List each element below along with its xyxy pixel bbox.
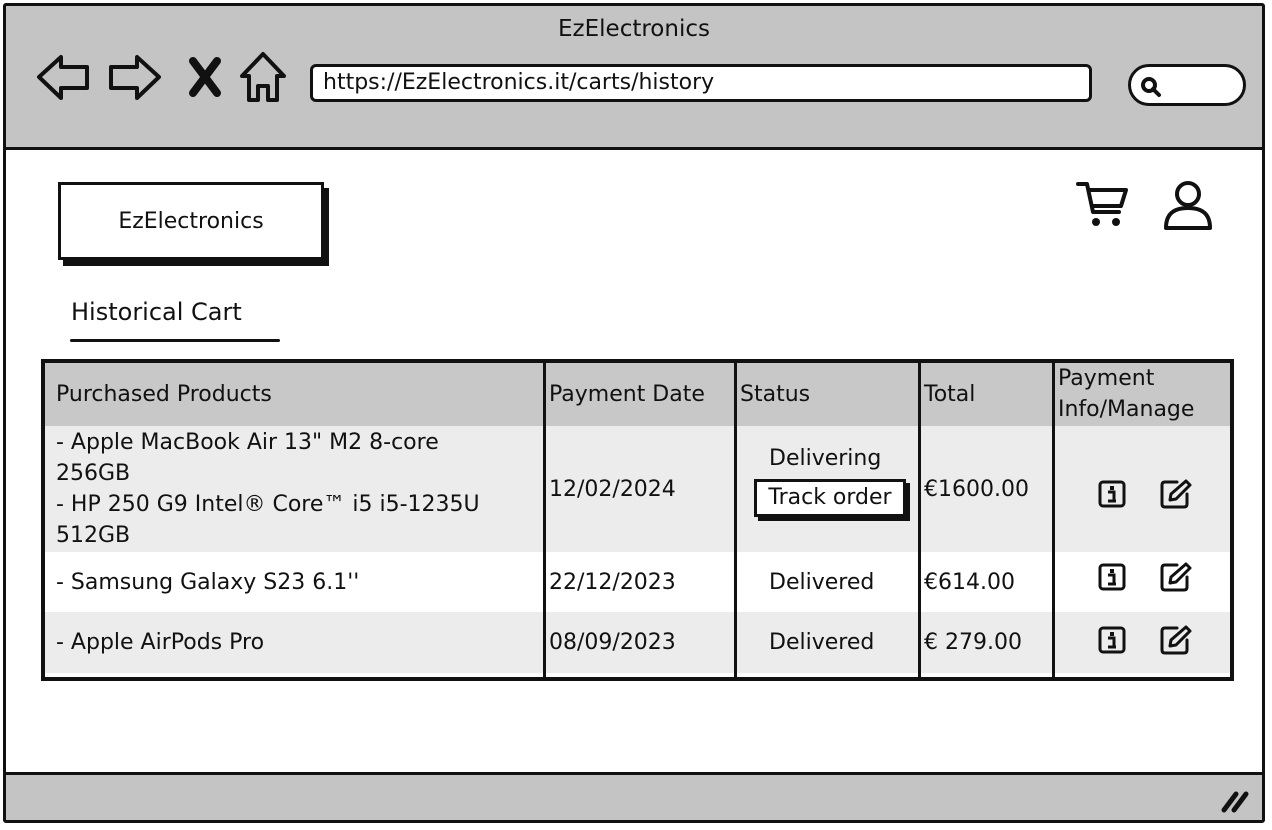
column-divider <box>1052 363 1055 677</box>
cart-button[interactable] <box>1074 178 1130 236</box>
home-icon <box>238 50 288 104</box>
payment-info-button[interactable] <box>1098 563 1126 595</box>
order-status: Delivering <box>769 446 882 471</box>
back-icon <box>35 52 91 102</box>
column-divider <box>918 363 921 677</box>
header-total: Total <box>924 382 976 407</box>
info-icon <box>1098 563 1126 591</box>
edit-icon <box>1159 561 1193 593</box>
back-button[interactable] <box>34 48 92 106</box>
edit-icon <box>1159 478 1193 510</box>
header-payment-info-line2: Info/Manage <box>1058 397 1195 422</box>
browser-window <box>3 3 1265 823</box>
info-icon <box>1098 626 1126 654</box>
manage-order-button[interactable] <box>1159 561 1193 597</box>
manage-order-button[interactable] <box>1159 624 1193 660</box>
address-bar[interactable]: https://EzElectronics.it/carts/history <box>310 64 1092 102</box>
close-icon <box>185 55 225 99</box>
cart-icon <box>1074 178 1130 232</box>
site-logo[interactable]: EzElectronics <box>58 182 324 260</box>
forward-icon <box>107 52 163 102</box>
order-status: Delivered <box>769 570 875 595</box>
home-button[interactable] <box>234 48 292 106</box>
user-account-button[interactable] <box>1160 178 1216 236</box>
payment-date: 22/12/2023 <box>549 570 676 595</box>
order-total: €614.00 <box>924 570 1015 595</box>
edit-icon <box>1159 624 1193 656</box>
product-line: 256GB <box>56 461 131 486</box>
header-payment-info-line1: Payment <box>1058 366 1155 391</box>
header-payment-date: Payment Date <box>549 382 705 407</box>
resize-grip-icon[interactable] <box>1220 788 1250 814</box>
forward-button[interactable] <box>106 48 164 106</box>
payment-date: 12/02/2024 <box>549 477 676 502</box>
header-purchased-products: Purchased Products <box>56 382 272 407</box>
product-line: 512GB <box>56 523 131 548</box>
stop-button[interactable] <box>176 48 234 106</box>
payment-info-button[interactable] <box>1098 626 1126 658</box>
product-line: - Samsung Galaxy S23 6.1'' <box>56 570 360 595</box>
tab-active-indicator <box>70 339 280 342</box>
product-line: - Apple MacBook Air 13" M2 8-core <box>56 430 439 455</box>
browser-toolbar <box>6 6 1262 150</box>
order-total: € 279.00 <box>924 630 1022 655</box>
browser-search-field[interactable] <box>1128 64 1246 106</box>
user-icon <box>1160 178 1216 232</box>
window-title: EzElectronics <box>558 16 710 42</box>
order-status: Delivered <box>769 630 875 655</box>
payment-info-button[interactable] <box>1098 480 1126 512</box>
info-icon <box>1098 480 1126 508</box>
order-total: €1600.00 <box>924 477 1029 502</box>
product-line: - HP 250 G9 Intel® Core™ i5 i5-1235U <box>56 492 480 517</box>
search-icon <box>1139 75 1163 99</box>
manage-order-button[interactable] <box>1159 478 1193 514</box>
tab-historical-cart[interactable]: Historical Cart <box>71 298 242 326</box>
column-divider <box>734 363 737 677</box>
column-divider <box>543 363 546 677</box>
historical-cart-table <box>41 359 1234 681</box>
header-status: Status <box>740 382 811 407</box>
track-order-button[interactable]: Track order <box>754 479 906 517</box>
payment-date: 08/09/2023 <box>549 630 676 655</box>
product-line: - Apple AirPods Pro <box>56 630 265 655</box>
status-bar <box>6 772 1262 820</box>
